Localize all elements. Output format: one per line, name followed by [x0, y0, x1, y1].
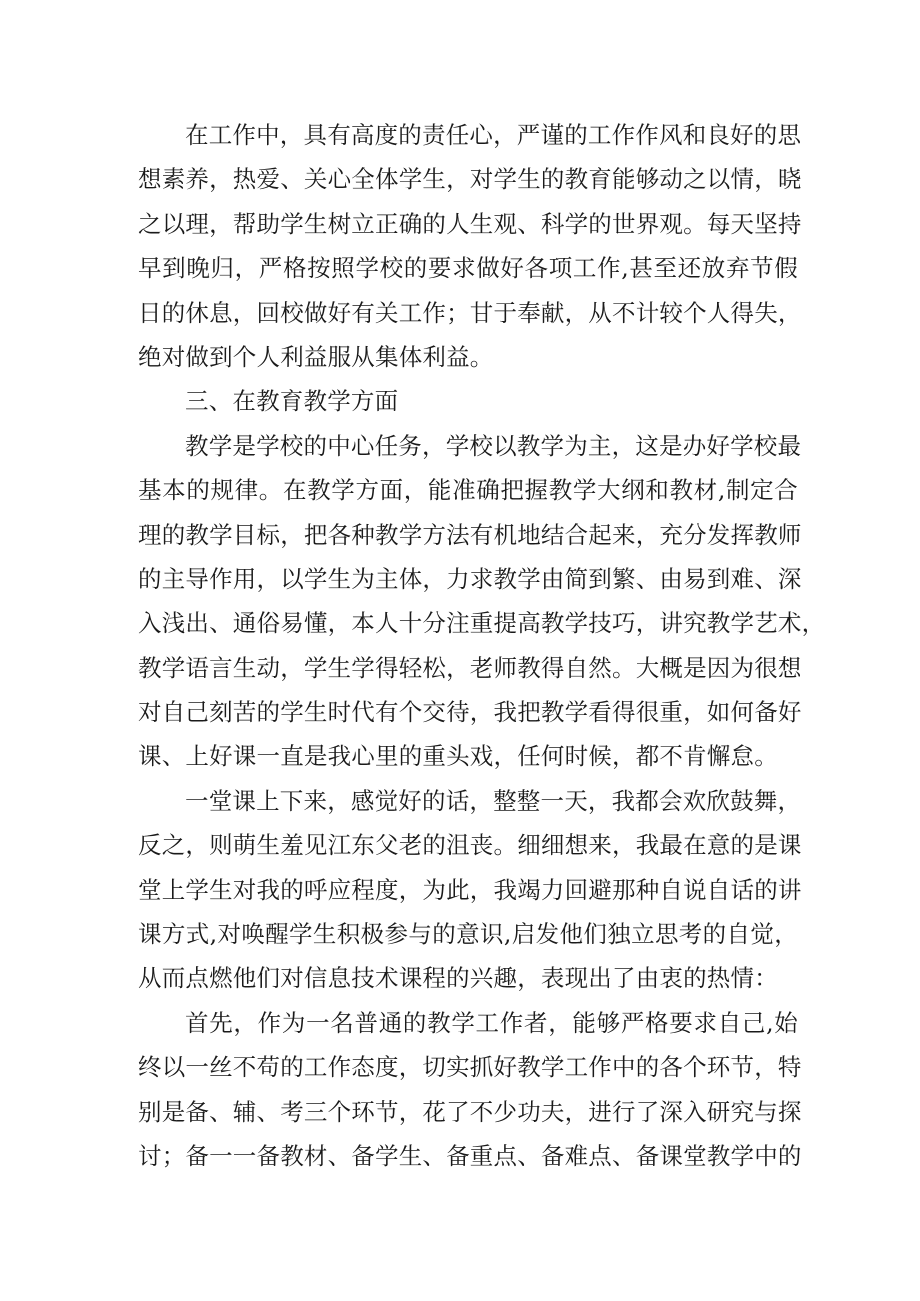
text-line: 基本的规律。在教学方面，能准确把握教学大纲和教材,制定合 — [138, 476, 798, 505]
text-line: 别是备、辅、考三个环节，花了不少功夫，进行了深入研究与探 — [138, 1097, 802, 1126]
text-line: 在工作中，具有高度的责任心，严谨的工作作风和良好的思 — [185, 121, 802, 149]
text-line: 三、在教育教学方面 — [185, 387, 399, 416]
document-body — [138, 113, 826, 1178]
text-line: 对自己刻苦的学生时代有个交待，我把教学看得很重，如何备好 — [138, 698, 802, 727]
text-line: 的主导作用，以学生为主体，力求教学由简到繁、由易到难、深 — [138, 564, 802, 593]
text-line: 反之，则萌生羞见江东父老的沮丧。细细想来，我最在意的是课 — [138, 831, 802, 860]
text-line: 绝对做到个人利益服从集体利益。 — [138, 342, 494, 371]
text-line: 入浅出、通俗易懂，本人十分注重提高教学技巧，讲究教学艺术， — [138, 609, 826, 638]
text-line: 一堂课上下来，感觉好的话，整整一天，我都会欢欣鼓舞， — [185, 786, 802, 815]
text-line: 早到晚归，严格按照学校的要求做好各项工作,甚至还放弃节假 — [138, 254, 798, 283]
text-line: 理的教学目标，把各种教学方法有机地结合起来，充分发挥教师 — [138, 520, 802, 549]
text-line: 从而点燃他们对信息技术课程的兴趣，表现出了由衷的热情： — [138, 964, 778, 993]
text-line: 教学语言生动，学生学得轻松，老师教得自然。大概是因为很想 — [138, 653, 802, 682]
text-line: 终以一丝不苟的工作态度，切实抓好教学工作中的各个环节，特 — [138, 1053, 802, 1082]
text-line: 想素养，热爱、关心全体学生，对学生的教育能够动之以情，晓 — [138, 165, 802, 194]
text-line: 之以理，帮助学生树立正确的人生观、科学的世界观。每天坚持 — [138, 209, 802, 238]
text-line: 首先，作为一名普通的教学工作者，能够严格要求自己,始 — [185, 1008, 798, 1037]
text-line: 课方式,对唤醒学生积极参与的意识,启发他们独立思考的自觉， — [138, 920, 798, 949]
text-line: 课、上好课一直是我心里的重头戏，任何时候，都不肯懈怠。 — [138, 742, 778, 771]
text-line: 讨；备一一备教材、备学生、备重点、备难点、备课堂教学中的 — [138, 1141, 802, 1170]
text-line: 教学是学校的中心任务，学校以教学为主，这是办好学校最 — [185, 431, 802, 460]
text-line: 日的休息，回校做好有关工作；甘于奉献，从不计较个人得失， — [138, 298, 802, 327]
text-line: 堂上学生对我的呼应程度，为此，我竭力回避那种自说自话的讲 — [138, 875, 802, 904]
